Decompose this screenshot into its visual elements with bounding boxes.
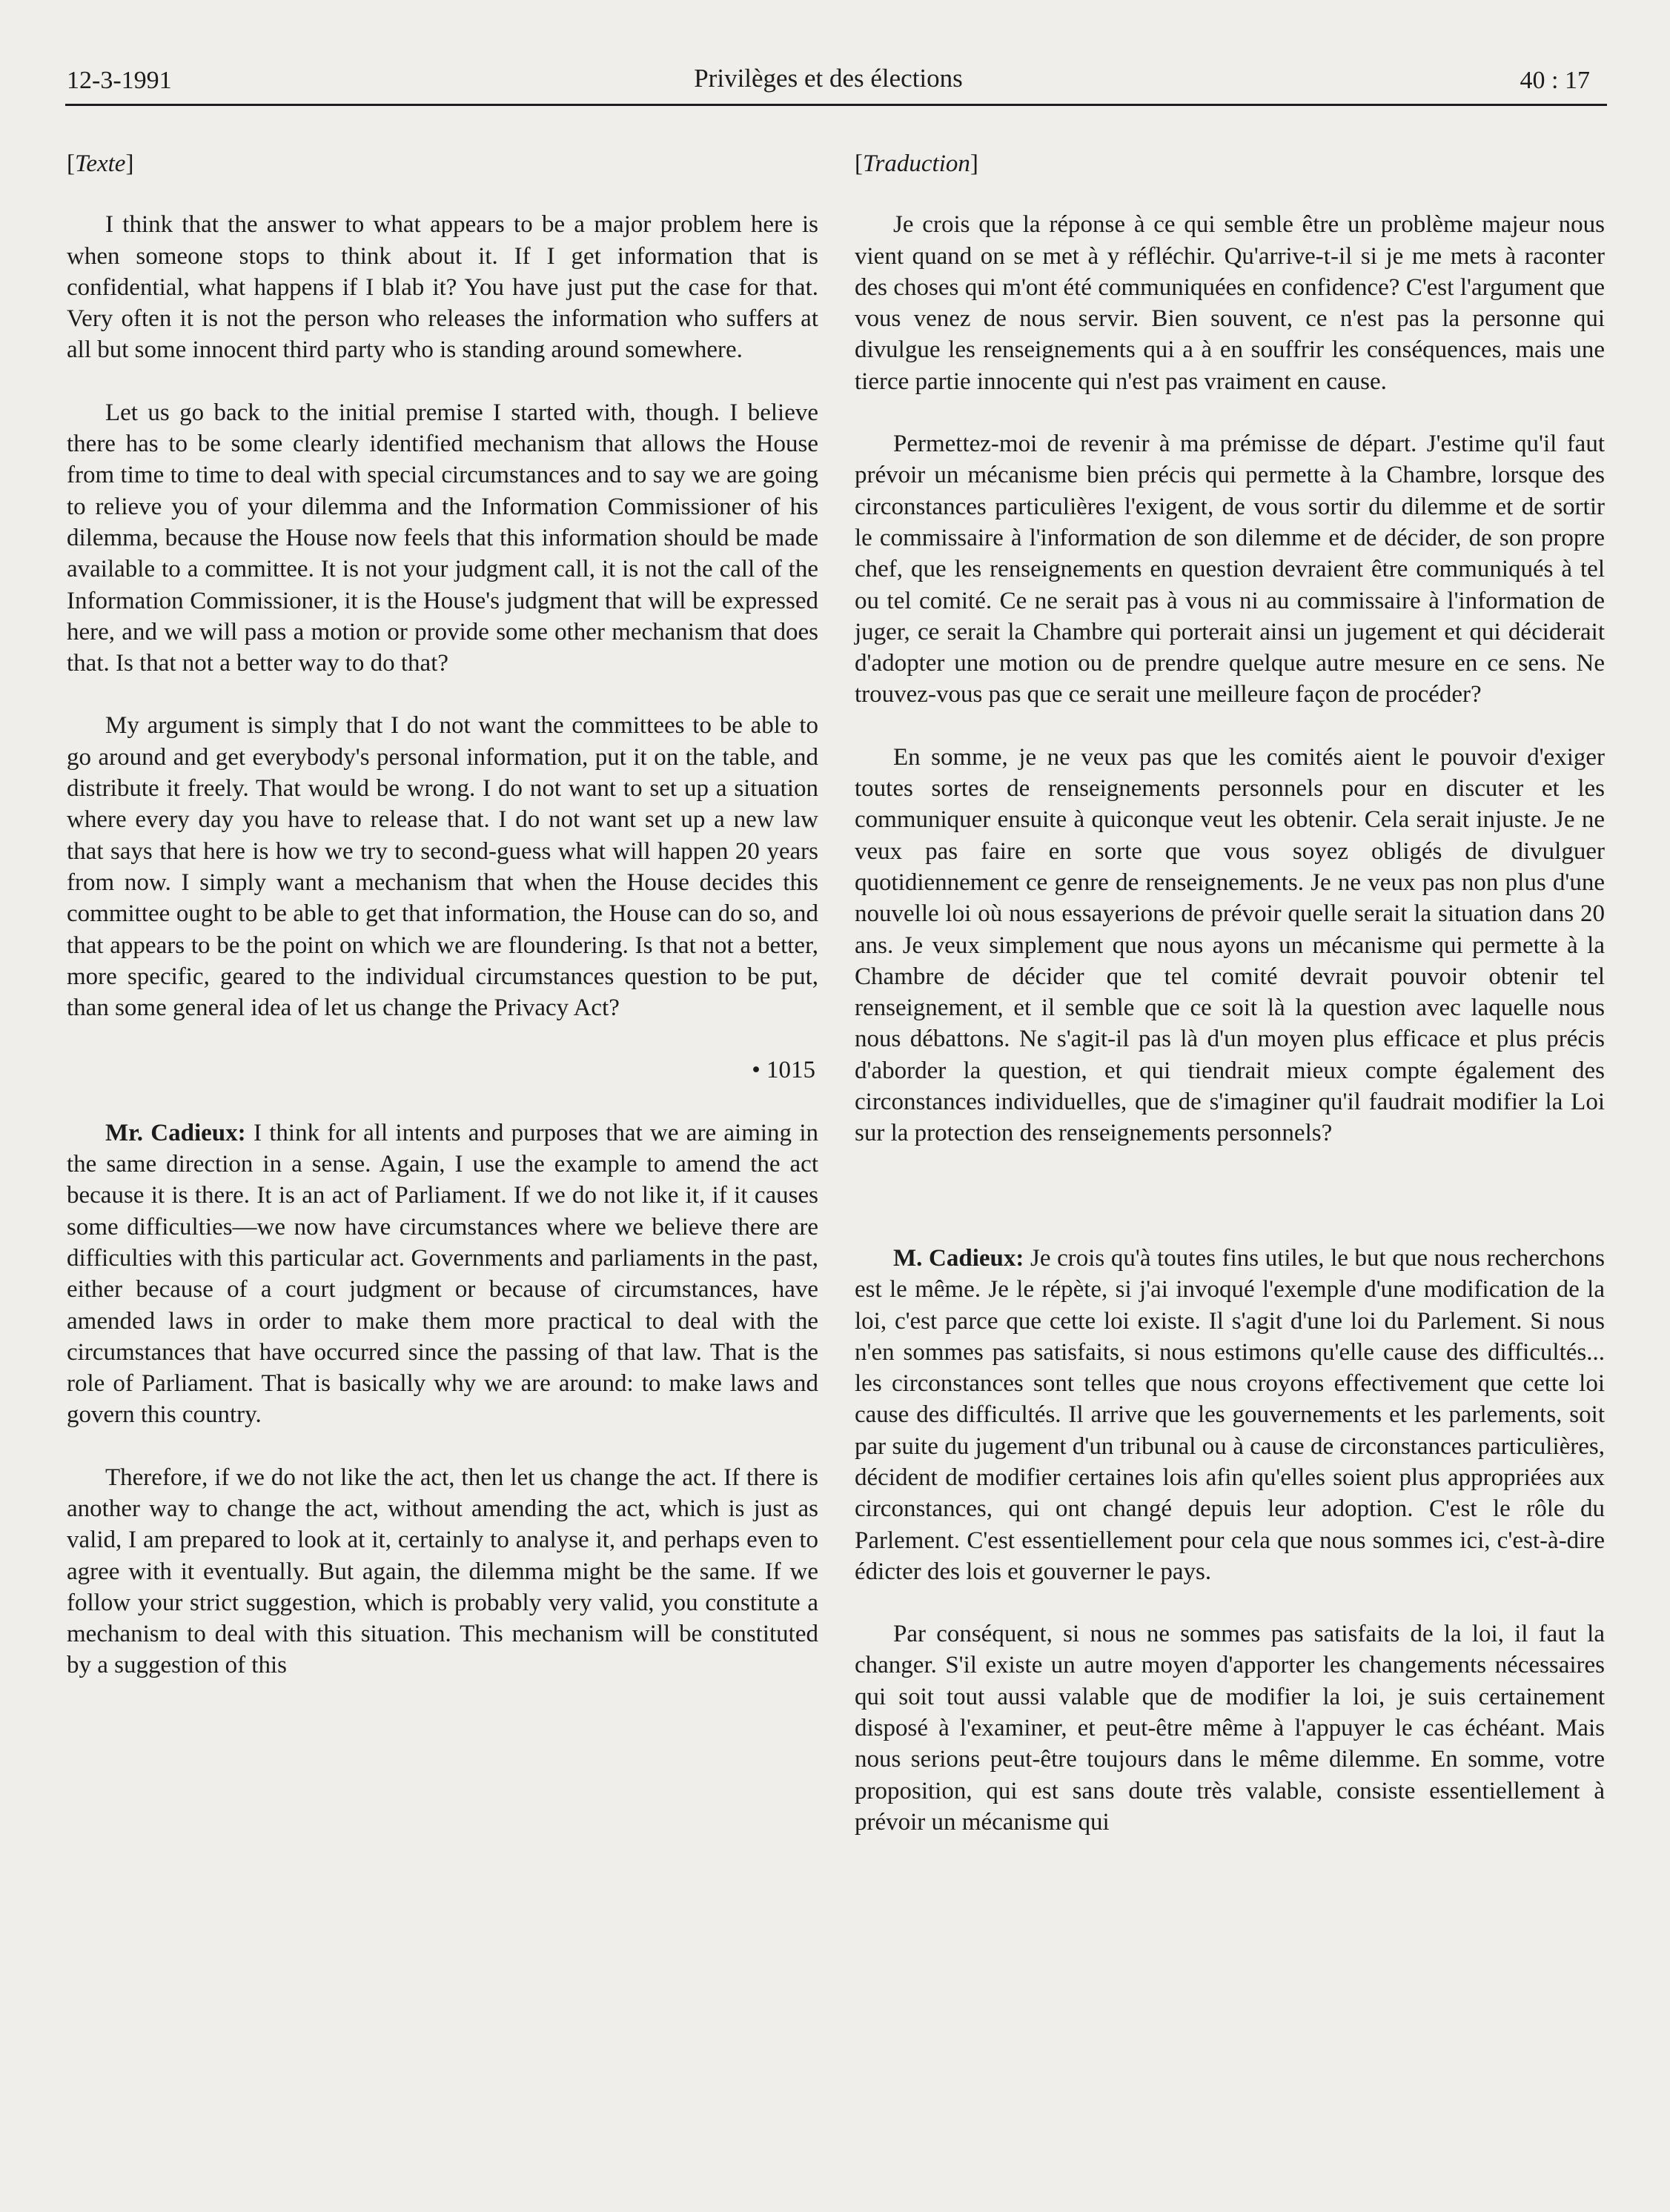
paragraph-3: My argument is simply that I do not want the committees to be able to go around and get everybody's personal information, put it on the table, and distribute it freely. That would be wrong. I do not want to set up a situation where every day you have to release that. I do not want set up a new law that says that here is how we try to second-guess what will happen 20 years from now. I simply want a mechanism that when the House decides this committee ought to be able to get that information, the House can do so, and that appears to be the point on which we are floundering. Is that not a better, more specific, geared to the individual circumstances question to be put, than some general idea of let us change the Privacy Act? (67, 712, 818, 1022)
paragraph-2: Let us go back to the initial premise I started with, though. I believe there has to be some clearly identified mechanism that allows the House from time to time to deal with special circumstances and to say we are going to relieve you of your dilemma and the Information Commissioner of his dilemma, because the House now feels that this information should be made available to a committee. It is not your judgment call, it is not the call of the Information Commissioner, it is the House's judgment that will be expressed here, and we will pass a motion or provide some other mechanism that does that. Is that not a better way to do that? (67, 399, 818, 677)
header-page-number: 40 : 17 (1520, 67, 1590, 94)
time-marker-spacer (855, 1180, 1605, 1212)
left-column-english (67, 148, 818, 1681)
speaker-paragraph (855, 1243, 1605, 1587)
time-marker: • 1015 (752, 1057, 815, 1084)
header-title: Privilèges et des élections (694, 64, 963, 93)
paragraph-2: Permettez-moi de revenir à ma prémisse de départ. J'estime qu'il faut prévoir un mécanisme bien précis qui permette à la Chambre, lorsque des circonstances particulières l'exigent, de vous sortir du dilemme et de sortir le commissaire à l'information de son dilemme et de décider, de son propre chef, que les renseignements en question devraient être communiqués à tel ou tel comité. Ce ne serait pas à vous ni au commissaire à l'information de juger, ce serait la Chambre qui porterait ainsi un jugement et qui déciderait d'adopter une motion ou de prendre quelque autre mesure en ce sens. Ne trouvez-vous pas que ce serait une meilleure façon de procéder? (855, 431, 1605, 708)
paragraph-1: Je crois que la réponse à ce qui semble être un problème majeur nous vient quand on se met à y réfléchir. Qu'arrive-t-il si je me mets à raconter des choses qui m'ont été communiquées en confidence? C'est l'argument que vous venez de nous servir. Bien souvent, ce n'est pas la personne qui divulgue les renseignements qui a à en souffrir les conséquences, mais une tierce partie innocente qui n'est pas vraiment en cause. (855, 211, 1605, 395)
language-tag-texte: [Texte] (67, 150, 134, 177)
running-header (67, 61, 1590, 105)
speaker-name: M. Cadieux: (893, 1244, 1024, 1272)
paragraph-3: En somme, je ne veux pas que les comités aient le pouvoir d'exiger toutes sortes de renseignements personnels pour en discuter et les communiquer ensuite à quiconque veut les obtenir. Cela serait injuste. Je ne veux pas faire en sorte que vous soyez obligés de divulguer quotidiennement ce genre de renseignements. Je ne veux pas non plus d'une nouvelle loi où nous essayerions de prévoir quelle serait la situation dans 20 ans. Je veux simplement que nous ayons un mécanisme qui permette à la Chambre de décider que tel comité devrait pouvoir obtenir tel renseignement, et il semble que ce soit là la question avec laquelle nous nous débattons. Ne s'agit-il pas là d'un moyen plus efficace et plus précis d'aborder la question, et qui tiendrait mieux compte également des circonstances individuelles, que de s'imaginer qu'il faudrait modifier la Loi sur la protection des renseignements personnels? (855, 743, 1605, 1147)
header-date: 12-3-1991 (67, 67, 172, 94)
paragraph-last: Therefore, if we do not like the act, then let us change the act. If there is another way to change the act, without amending the act, which is just as valid, I am prepared to look at it, certainly to analyse it, and perhaps even to agree with it eventually. But again, the dilemma might be the same. If we follow your strict suggestion, which is probably very valid, you constitute a mechanism to deal with this situation. This mechanism will be constituted by a suggestion of this (67, 1464, 818, 1679)
speaker-text: I think for all intents and purposes that we are aiming in the same direction in a sense. Again, I use the example to amend the act because it is there. It is an act of Parliament. If we do not like it, if it causes some difficulties—we now have circumstances where we believe there are difficulties with this particular act. Governments and parliaments in the past, either because of a court judgment or because of circumstances, have amended laws in order to make them more practical to deal with the circumstances that have occurred since the passing of that law. That is the role of Parliament. That is basically why we are around: to make laws and govern this country. (67, 1119, 818, 1429)
header-rule (65, 104, 1607, 106)
paragraph-last: Par conséquent, si nous ne sommes pas satisfaits de la loi, il faut la changer. S'il existe un autre moyen d'apporter les changements nécessaires qui soit tout aussi valable que de modifier la loi, je suis certainement disposé à l'examiner, et peut-être même à l'appuyer le cas échéant. Mais nous serions peut-être toujours dans le même dilemme. En somme, votre proposition, qui est sans doute très valable, consiste essentiellement à prévoir un mécanisme qui (855, 1621, 1605, 1836)
speaker-text: Je crois qu'à toutes fins utiles, le but que nous recherchons est le même. Je le répète, si j'ai invoqué l'exemple d'une modification de la loi, c'est parce que cette loi existe. Il s'agit d'une loi du Parlement. Si nous n'en sommes pas satisfaits, si nous estimons qu'elle cause des difficultés... les circonstances sont telles que nous croyons effectivement que cette loi cause des difficultés. Il arrive que les gouvernements et les parlements, soit par suite du jugement d'un tribunal ou à cause de circonstances particulières, décident de modifier certaines lois afin qu'elles soient plus appropriées aux circonstances, qui ont changé depuis leur adoption. C'est le rôle du Parlement. C'est essentiellement pour cela que nous sommes ici, c'est-à-dire édicter des lois et gouverner le pays. (855, 1244, 1605, 1585)
speaker-paragraph (67, 1117, 818, 1431)
speaker-name: Mr. Cadieux: (105, 1119, 246, 1146)
right-column-french (855, 148, 1605, 1838)
language-tag-traduction: [Traduction] (855, 150, 978, 177)
paragraph-1: I think that the answer to what appears to be a major problem here is when someone stops to think about it. If I get information that is confidential, what happens if I blab it? You have just put the case for that. Very often it is not the person who releases the information who suffers at all but some innocent third party who is standing around somewhere. (67, 211, 818, 364)
